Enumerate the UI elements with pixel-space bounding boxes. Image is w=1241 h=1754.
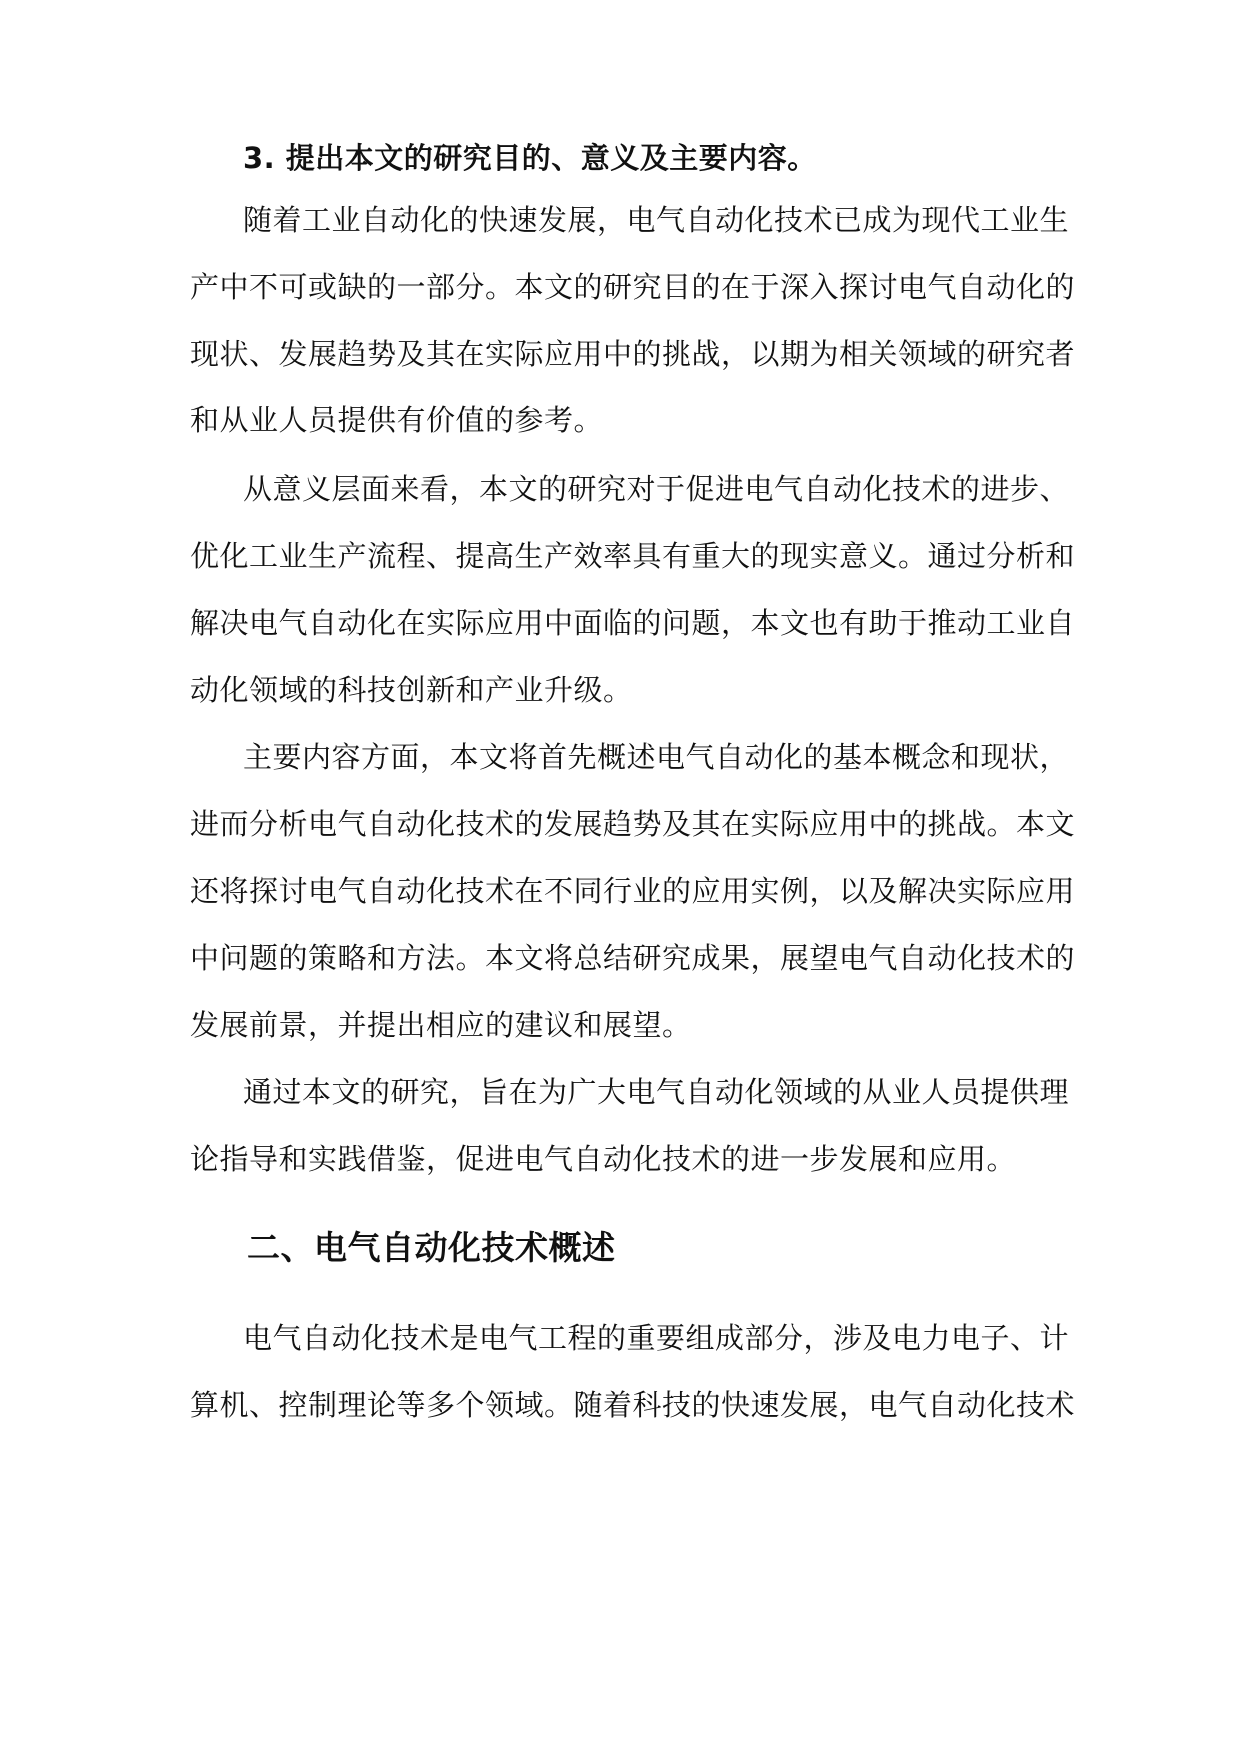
paragraph-2-line-2: 优化工业生产流程、提高生产效率具有重大的现实意义。通过分析和 xyxy=(190,539,1076,573)
paragraph-1-line-3: 现状、发展趋势及其在实际应用中的挑战，以期为相关领域的研究者 xyxy=(190,337,1076,371)
paragraph-1-line-1: 随着工业自动化的快速发展，电气自动化技术已成为现代工业生 xyxy=(243,203,1070,237)
paragraph-3-line-3: 还将探讨电气自动化技术在不同行业的应用实例，以及解决实际应用 xyxy=(190,874,1076,908)
paragraph-3-line-4: 中问题的策略和方法。本文将总结研究成果，展望电气自动化技术的 xyxy=(190,941,1076,975)
section-paragraph-line-1: 电气自动化技术是电气工程的重要组成部分，涉及电力电子、计 xyxy=(243,1321,1070,1355)
paragraph-2-line-4: 动化领域的科技创新和产业升级。 xyxy=(190,673,633,707)
paragraph-3-line-2: 进而分析电气自动化技术的发展趋势及其在实际应用中的挑战。本文 xyxy=(190,807,1076,841)
paragraph-1-line-2: 产中不可或缺的一部分。本文的研究目的在于深入探讨电气自动化的 xyxy=(190,270,1076,304)
paragraph-2-line-1: 从意义层面来看，本文的研究对于促进电气自动化技术的进步、 xyxy=(243,472,1070,506)
paragraph-4-line-2: 论指导和实践借鉴，促进电气自动化技术的进一步发展和应用。 xyxy=(190,1142,1017,1176)
paragraph-3-line-1: 主要内容方面，本文将首先概述电气自动化的基本概念和现状， xyxy=(243,740,1070,774)
section-heading: 二、电气自动化技术概述 xyxy=(247,1228,616,1267)
section-paragraph-line-2: 算机、控制理论等多个领域。随着科技的快速发展，电气自动化技术 xyxy=(190,1388,1076,1422)
paragraph-3-line-5: 发展前景，并提出相应的建议和展望。 xyxy=(190,1008,692,1042)
subsection-heading: 3. 提出本文的研究目的、意义及主要内容。 xyxy=(243,141,817,175)
paragraph-1-line-4: 和从业人员提供有价值的参考。 xyxy=(190,403,604,437)
paragraph-4-line-1: 通过本文的研究，旨在为广大电气自动化领域的从业人员提供理 xyxy=(243,1075,1070,1109)
paragraph-2-line-3: 解决电气自动化在实际应用中面临的问题，本文也有助于推动工业自 xyxy=(190,606,1076,640)
